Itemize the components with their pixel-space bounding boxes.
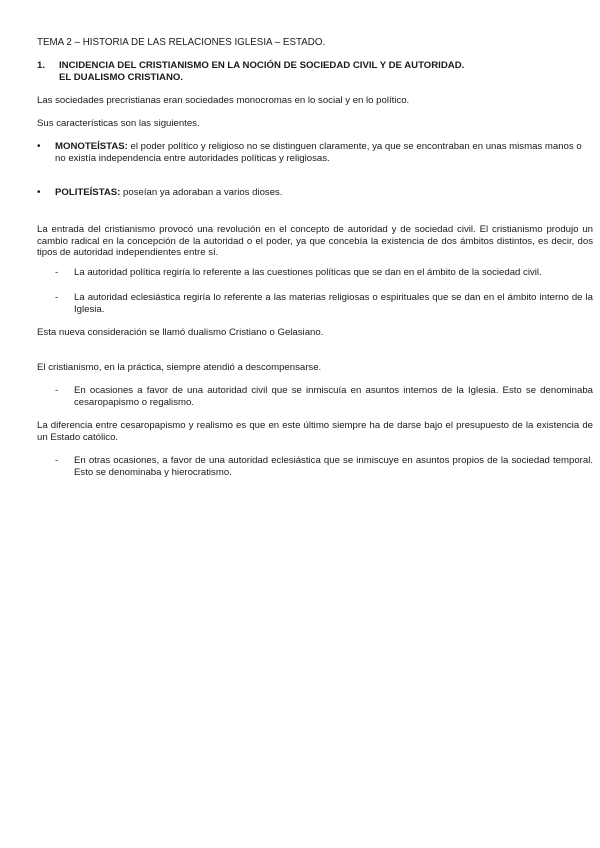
bullet-body (55, 187, 593, 199)
bullet-term: POLITEÍSTAS: (55, 187, 121, 198)
paragraph-diferencia: La diferencia entre cesaropapismo y realismo es que en este último siempre ha de darse bajo el presupuesto de la existencia de un Estado católico. (37, 420, 593, 443)
dash-text: La autoridad política regiría lo referente a las cuestiones políticas que se dan en el ámbito de la sociedad civil. (74, 267, 542, 278)
dash-marker: - (55, 267, 59, 278)
dash-marker: - (55, 292, 59, 303)
dash-marker: - (55, 385, 59, 396)
bullet-text: poseían ya adoraban a varios dioses. (120, 187, 283, 198)
section-number: 1. (37, 60, 46, 71)
dash-text: En otras ocasiones, a favor de una autoridad eclesiástica que se inmiscuye en asuntos propios de la sociedad temporal. Esto se denominaba y hierocratismo. (74, 455, 593, 478)
section-title-line-1: INCIDENCIA DEL CRISTIANISMO EN LA NOCIÓN DE SOCIEDAD CIVIL Y DE AUTORIDAD. (59, 60, 465, 71)
bullet-body (55, 141, 593, 164)
paragraph-precristianas: Las sociedades precristianas eran sociedades monocromas en lo social y en lo político. (37, 95, 410, 106)
bullet-text: el poder político y religioso no se distinguen claramente, ya que se encontraban en unas mismas manos o no existía independencia entre autoridades políticas y religiosas. (55, 141, 582, 164)
dash-text: La autoridad eclesiástica regiría lo referente a las materias religiosas o espirituales que se dan en el ámbito interno de la Iglesia. (74, 292, 593, 315)
section-title (59, 60, 589, 84)
paragraph-dualismo: Esta nueva consideración se llamó dualismo Cristiano o Gelasiano. (37, 327, 324, 338)
section-title-line-2: EL DUALISMO CRISTIANO. (59, 72, 184, 83)
dash-text: En ocasiones a favor de una autoridad civil que se inmiscuía en asuntos internos de la Iglesia. Esto se denominaba cesaropapismo o regalismo. (74, 385, 593, 408)
document-header: TEMA 2 – HISTORIA DE LAS RELACIONES IGLESIA – ESTADO. (37, 37, 326, 48)
bullet-marker: • (37, 141, 41, 152)
paragraph-entrada-cristianismo: La entrada del cristianismo provocó una revolución en el concepto de autoridad y de sociedad civil. El cristianismo produjo un cambio radical en la concepción de la autoridad o el poder, ya que concebía la existencia de dos ámbitos distintos, es decir, dos tipos de autoridad independientes entre sí. (37, 224, 593, 258)
paragraph-descompensarse: El cristianismo, en la práctica, siempre atendió a descompensarse. (37, 362, 322, 373)
dash-marker: - (55, 455, 59, 466)
paragraph-caracteristicas: Sus características son las siguientes. (37, 118, 200, 129)
bullet-marker: • (37, 187, 41, 198)
bullet-term: MONOTEÍSTAS: (55, 141, 128, 152)
